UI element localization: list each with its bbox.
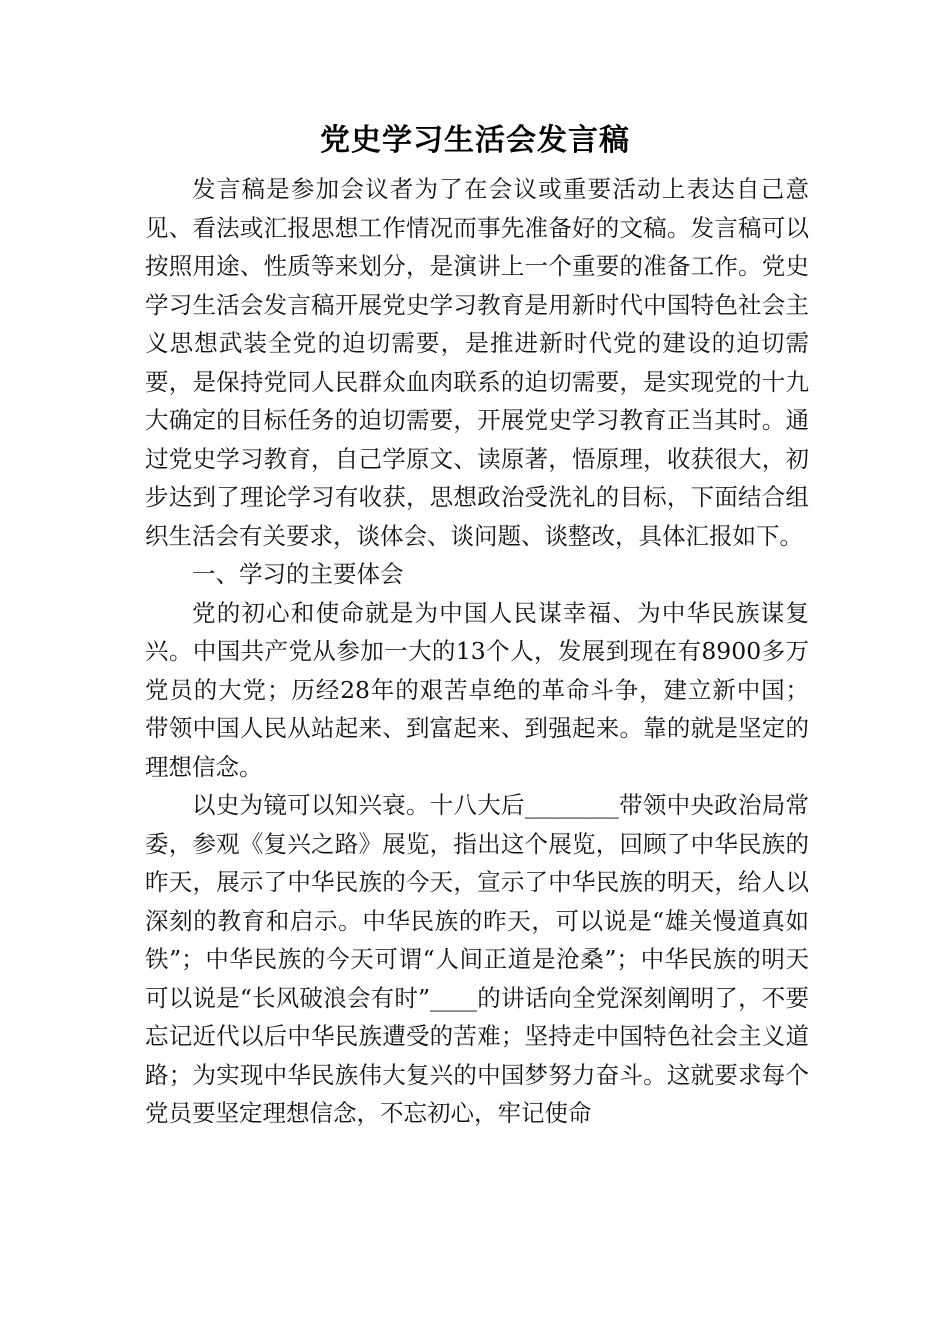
section-heading-1: 一、学习的主要体会	[192, 560, 404, 588]
document-body	[145, 170, 809, 1133]
paragraph-history: 以史为镜可以知兴衰。十八大后________带领中央政治局常委，参观《复兴之路》展览，指出这个展览，回顾了中华民族的昨天，展示了中华民族的今天，宣示了中华民族的明天，给人以深刻的教育和启示。中华民族的昨天，可以说是“雄关慢道真如铁”；中华民族的今天可谓“人间正道是沧桑”；中华民族的明天可以说是“长风破浪会有时”____的讲话向全党深刻阐明了，不要忘记近代以后中华民族遭受的苦难；坚持走中国特色社会主义道路；为实现中华民族伟大复兴的中国梦努力奋斗。这就要求每个党员要坚定理想信念，不忘初心，牢记使命	[145, 791, 809, 1127]
document-title: 党史学习生活会发言稿	[320, 123, 630, 158]
paragraph-intro: 发言稿是参加会议者为了在会议或重要活动上表达自己意见、看法或汇报思想工作情况而事先准备好的文稿。发言稿可以按照用途、性质等来划分，是演讲上一个重要的准备工作。党史学习生活会发言稿开展党史学习教育是用新时代中国特色社会主义思想武装全党的迫切需要，是推进新时代党的建设的迫切需要，是保持党同人民群众血肉联系的迫切需要，是实现党的十九大确定的目标任务的迫切需要，开展党史学习教育正当其时。通过党史学习教育，自己学原文、读原著，悟原理，收获很大，初步达到了理论学习有收获，思想政治受洗礼的目标，下面结合组织生活会有关要求，谈体会、谈问题、谈整改，具体汇报如下。	[145, 175, 809, 550]
paragraph-mission: 党的初心和使命就是为中国人民谋幸福、为中华民族谋复兴。中国共产党从参加一大的13个人，发展到现在有8900多万党员的大党；历经28年的艰苦卓绝的革命斗争，建立新中国；带领中国人民从站起来、到富起来、到强起来。靠的就是坚定的理想信念。	[145, 598, 809, 781]
